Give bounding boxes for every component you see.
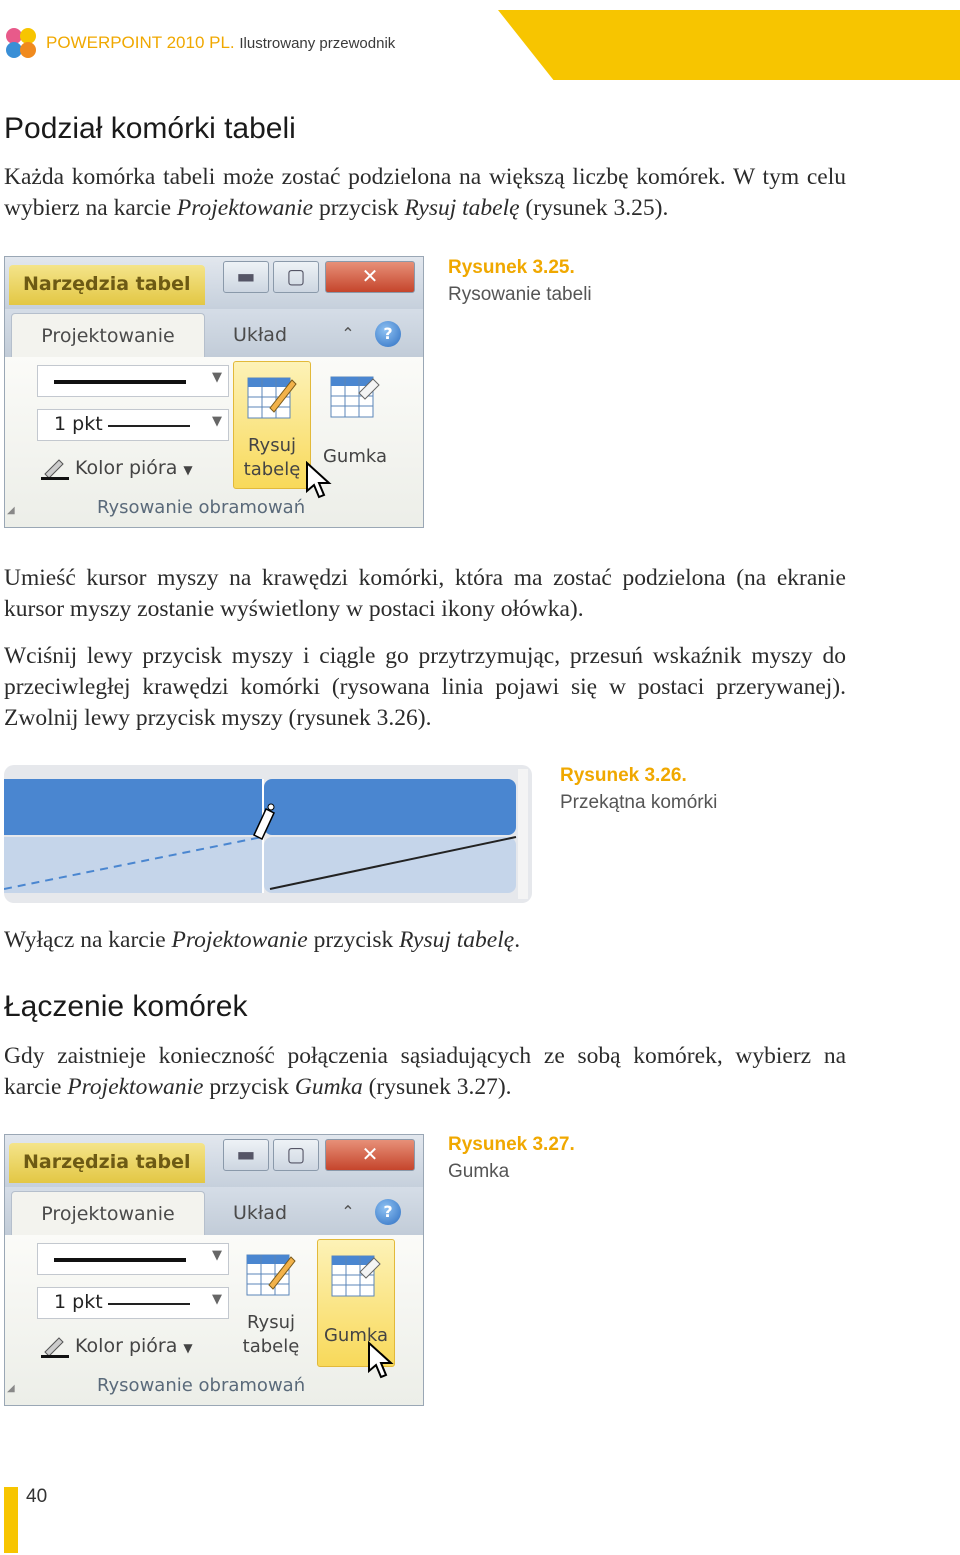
draw-table-icon: [245, 1249, 297, 1301]
book-title: POWERPOINT 2010 PL.: [46, 33, 235, 52]
pen-color-button[interactable]: Kolor pióra ▼: [41, 457, 193, 480]
pen-color-button[interactable]: Kolor pióra ▼: [41, 1335, 193, 1358]
tab-layout[interactable]: Układ: [233, 1202, 288, 1224]
figure-caption-3-27: Rysunek 3.27. Gumka: [448, 1134, 575, 1182]
collapse-ribbon-icon[interactable]: ⌃: [341, 324, 355, 343]
restore-button[interactable]: ▢: [273, 261, 319, 293]
paragraph-merge-intro: Gdy zaistnieje konieczność połączenia sąsiadujących ze sobą komórek, wybierz na karcie Projektowanie przycisk Gumka (rysunek 3.27).: [4, 1043, 846, 1100]
pen-color-icon: [41, 458, 69, 480]
ribbon-screenshot-eraser: [4, 1134, 424, 1406]
table-resize-handle[interactable]: [518, 769, 528, 899]
draw-table-icon: [246, 372, 298, 424]
page-number-bar: [4, 1487, 18, 1553]
close-button[interactable]: ✕: [325, 261, 415, 293]
table-header-cell-right: [264, 779, 516, 835]
paragraph-place-cursor: Umieść kursor myszy na krawędzi komórki, która ma zostać podzielona (na ekranie kursor myszy zostanie wyświetlony w postaci ikony ołówka).: [4, 565, 846, 622]
close-button[interactable]: ✕: [325, 1139, 415, 1171]
dropdown-arrow-icon: ▼: [212, 1248, 222, 1263]
collapse-ribbon-icon[interactable]: ⌃: [341, 1202, 355, 1221]
help-icon[interactable]: ?: [375, 1199, 401, 1225]
pen-style-dropdown[interactable]: [37, 1243, 229, 1275]
minimize-button[interactable]: ▬: [223, 1139, 269, 1171]
group-label: Rysowanie obramowań: [97, 497, 306, 518]
table-cell-figure: [4, 765, 534, 905]
running-header: [46, 33, 395, 53]
mouse-cursor-icon: [367, 1341, 397, 1381]
dropdown-arrow-icon: ▼: [212, 370, 222, 385]
table-tools-label: Narzędzia tabel: [9, 265, 205, 305]
eraser-button[interactable]: Gumka: [317, 1239, 395, 1367]
figure-caption-3-26: Rysunek 3.26. Przekątna komórki: [560, 765, 718, 813]
eraser-icon: [330, 1250, 382, 1302]
pen-weight-dropdown[interactable]: 1 pkt ▼: [37, 1287, 229, 1319]
dropdown-arrow-icon: ▼: [212, 414, 222, 429]
pen-style-dropdown[interactable]: [37, 365, 229, 397]
table-tools-label: Narzędzia tabel: [9, 1143, 205, 1183]
eraser-button[interactable]: Gumka: [317, 361, 393, 487]
group-label: Rysowanie obramowań: [97, 1375, 306, 1396]
paragraph-intro: Każda komórka tabeli może zostać podzielona na większą liczbę komórek. W tym celu wybierz na karcie Projektowanie przycisk Rysuj tabelę (rysunek 3.25).: [4, 164, 846, 221]
paragraph-drag-line: Wciśnij lewy przycisk myszy i ciągle go przytrzymując, przesuń wskaźnik myszy do przeciwległej krawędzi komórki (rysowana linia pojawi się w postaci przerywanej). Zwolnij lewy przycisk myszy (rysunek 3.26).: [4, 643, 846, 731]
page-number: 40: [26, 1486, 48, 1507]
section-heading-split-cell: Podział komórki tabeli: [4, 112, 296, 145]
pen-weight-dropdown[interactable]: 1 pkt ▼: [37, 409, 229, 441]
draw-table-button[interactable]: Rysuj tabelę: [233, 1239, 309, 1365]
draw-table-button[interactable]: Rysuj tabelę: [233, 361, 311, 489]
table-body-cell-left: [4, 837, 262, 893]
restore-button[interactable]: ▢: [273, 1139, 319, 1171]
help-icon[interactable]: ?: [375, 321, 401, 347]
dropdown-arrow-icon: ▼: [212, 1292, 222, 1307]
header-band: [498, 10, 960, 80]
book-subtitle: Ilustrowany przewodnik: [239, 35, 396, 52]
eraser-icon: [329, 371, 381, 423]
figure-caption-3-25: Rysunek 3.25. Rysowanie tabeli: [448, 257, 592, 305]
dialog-launcher-icon[interactable]: ◢: [7, 505, 15, 516]
dialog-launcher-icon[interactable]: ◢: [7, 1383, 15, 1394]
pen-color-icon: [41, 1336, 69, 1358]
minimize-button[interactable]: ▬: [223, 261, 269, 293]
tab-design[interactable]: Projektowanie: [11, 313, 205, 358]
tab-layout[interactable]: Układ: [233, 324, 288, 346]
paragraph-disable-draw: Wyłącz na karcie Projektowanie przycisk Rysuj tabelę.: [4, 927, 521, 953]
tab-design[interactable]: Projektowanie: [11, 1191, 205, 1236]
ribbon-screenshot-draw-table: [4, 256, 424, 528]
table-header-cell-left: [4, 779, 262, 835]
section-heading-merge-cells: Łączenie komórek: [4, 990, 248, 1023]
mouse-cursor-icon: [305, 461, 335, 501]
logo-icon: [4, 26, 38, 60]
